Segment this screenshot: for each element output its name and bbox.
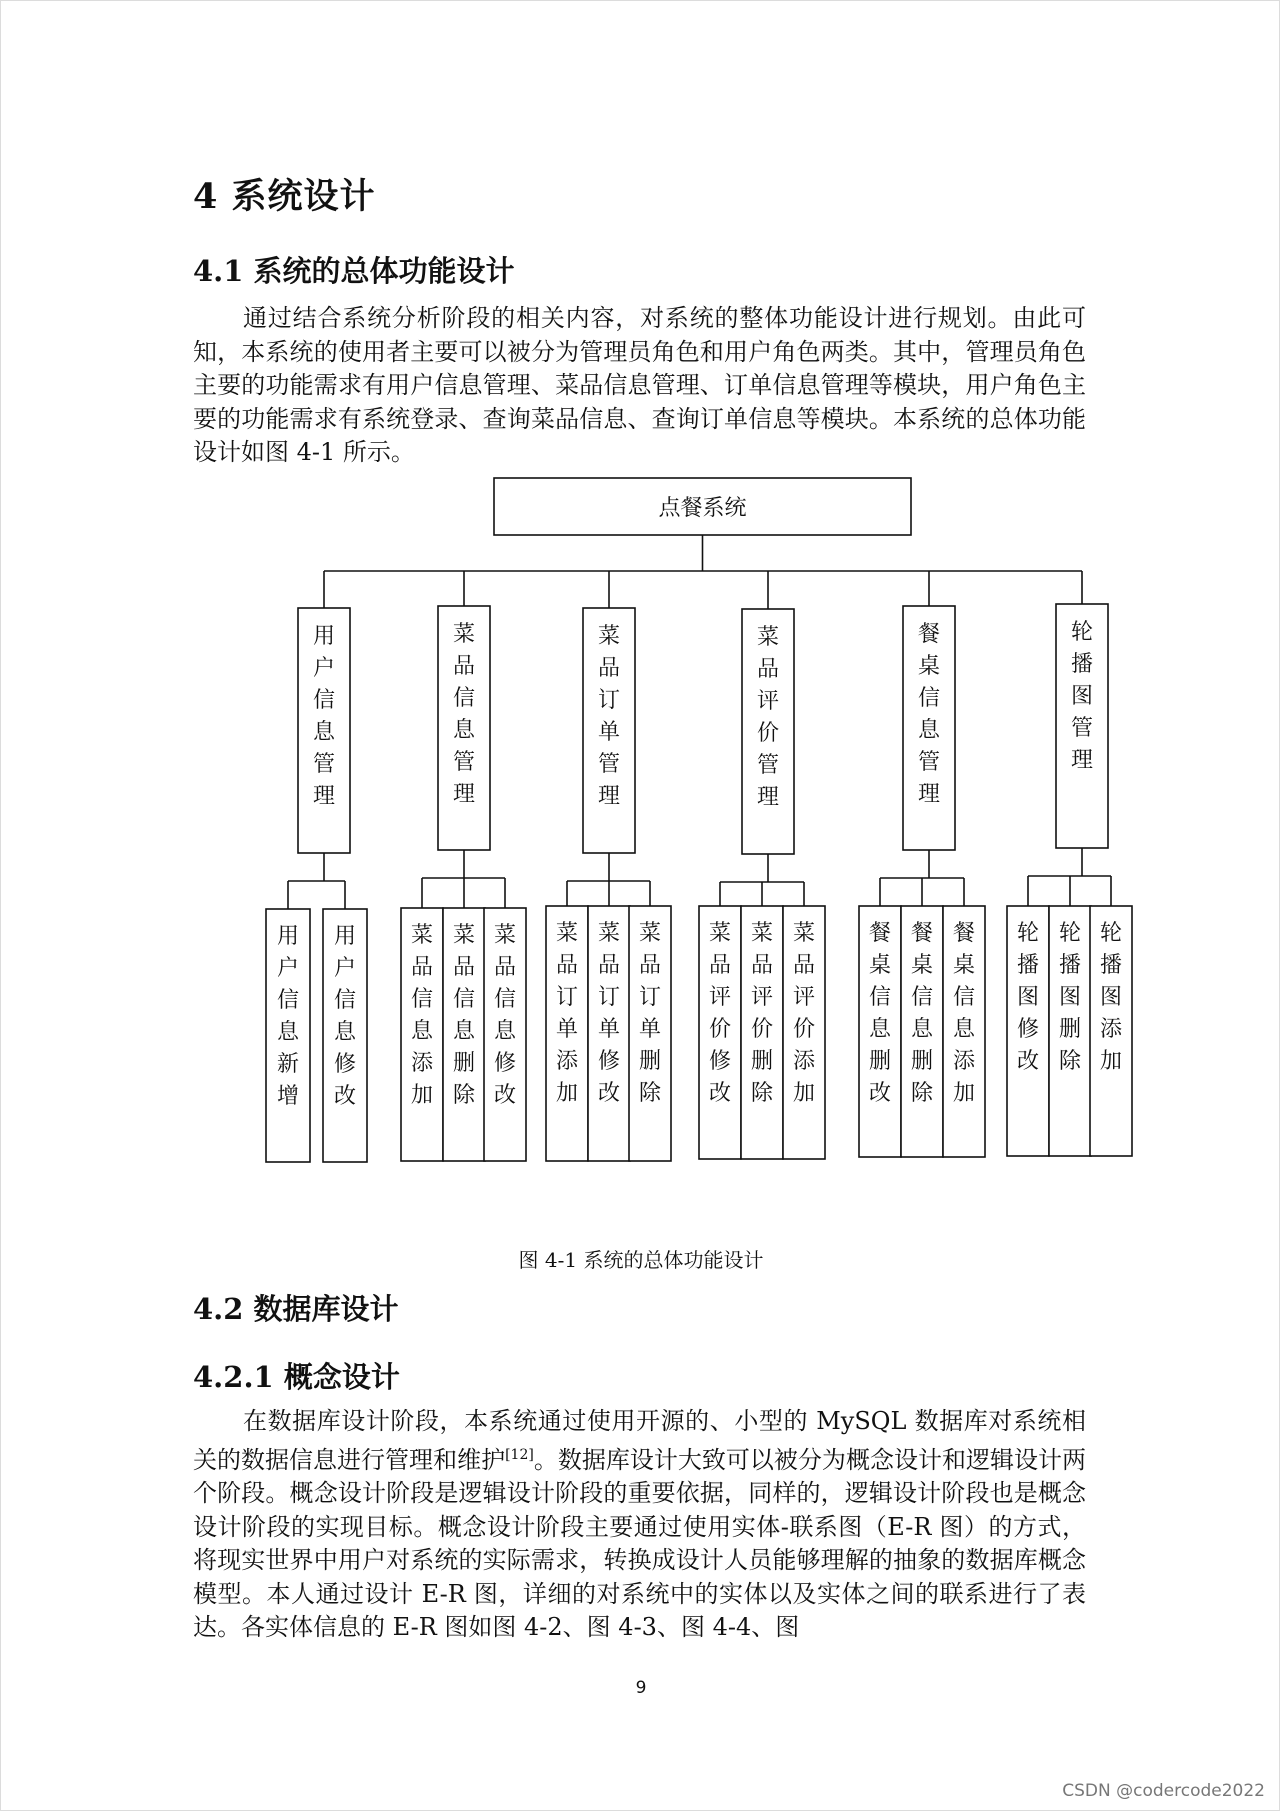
submodule-label-char: 添: [1099, 1017, 1123, 1042]
submodule-label-char: 删: [638, 1049, 662, 1074]
submodule-label-char: 删: [1058, 1017, 1082, 1042]
module-label-char: 理: [597, 784, 621, 809]
citation-ref: [12]: [505, 1446, 534, 1463]
figure-caption: 图 4-1 系统的总体功能设计: [518, 1248, 764, 1272]
submodule-label-char: 改: [708, 1081, 732, 1106]
submodule-label-char: 添: [555, 1049, 579, 1074]
submodule-label-char: 添: [410, 1051, 434, 1076]
module-label-char: 管: [597, 752, 621, 777]
submodule-label-char: 信: [333, 988, 357, 1013]
submodule-label-char: 品: [792, 953, 816, 978]
submodule-label-char: 除: [638, 1081, 662, 1106]
submodule-label-char: 户: [333, 956, 357, 981]
submodule-label-char: 桌: [910, 953, 934, 978]
submodule-label-char: 桌: [952, 953, 976, 978]
submodule-label-char: 菜: [750, 921, 774, 946]
submodule-label-char: 除: [1058, 1049, 1082, 1074]
submodule-label-char: 单: [638, 1017, 662, 1042]
submodule-label-char: 修: [1016, 1017, 1040, 1042]
module-label-char: 餐: [917, 622, 941, 647]
module-label-char: 评: [756, 689, 780, 714]
submodule-label-char: 加: [1099, 1049, 1123, 1074]
submodule-label-char: 价: [708, 1017, 732, 1042]
submodule-label-char: 户: [276, 956, 300, 981]
module-label-char: 轮: [1070, 620, 1094, 645]
submodule-label-char: 信: [493, 987, 517, 1012]
submodule-label-char: 品: [638, 953, 662, 978]
section-4-2-1-paragraph: [193, 1405, 1086, 1645]
submodule-label-char: 菜: [555, 921, 579, 946]
submodule-label-char: 播: [1099, 953, 1123, 978]
module-label-char: 价: [756, 721, 780, 746]
module-label-char: 理: [312, 784, 336, 809]
submodule-label-char: 改: [493, 1083, 517, 1108]
submodule-label-char: 修: [708, 1049, 732, 1074]
submodule-label-char: 用: [333, 924, 357, 949]
submodule-label-char: 餐: [952, 921, 976, 946]
paragraph-text-part-2: 。数据库设计大致可以被分为概念设计和逻辑设计两个阶段。概念设计阶段是逻辑设计阶段的重要依据，同样的，逻辑设计阶段也是概念设计阶段的实现目标。概念设计阶段主要通过使用实体-联系图（E-R 图）的方式，将现实世界中用户对系统的实际需求，转换成设计人员能够理解的抽象的数据库概念模型。本人通过设计 E-R 图，详细的对系统中的实体以及实体之间的联系进行了表达。各实体信息的 E-R 图如图 4-2、图 4-3、图 4-4、图: [193, 1445, 1087, 1641]
submodule-label-char: 用: [276, 924, 300, 949]
submodule-label-char: 评: [750, 985, 774, 1010]
module-label-char: 息: [452, 718, 476, 743]
submodule-label-char: 改: [597, 1081, 621, 1106]
submodule-label-char: 信: [868, 985, 892, 1010]
module-label-char: 订: [597, 688, 621, 713]
module-label-char: 信: [917, 686, 941, 711]
submodule-label-char: 评: [792, 985, 816, 1010]
submodule-label-char: 息: [952, 1017, 976, 1042]
submodule-label-char: 息: [910, 1017, 934, 1042]
module-label-char: 品: [597, 656, 621, 681]
submodule-label-char: 信: [910, 985, 934, 1010]
submodule-label-char: 加: [952, 1081, 976, 1106]
submodule-label-char: 品: [410, 955, 434, 980]
submodule-label-char: 息: [493, 1019, 517, 1044]
submodule-label-char: 菜: [493, 923, 517, 948]
submodule-label-char: 加: [410, 1083, 434, 1108]
submodule-label-char: 菜: [708, 921, 732, 946]
submodule-label-char: 添: [792, 1049, 816, 1074]
submodule-label-char: 订: [555, 985, 579, 1010]
submodule-label-char: 播: [1016, 953, 1040, 978]
submodule-label-char: 价: [792, 1017, 816, 1042]
chapter-title: 4 系统设计: [193, 176, 376, 217]
module-label-char: 品: [756, 657, 780, 682]
submodule-label-char: 品: [597, 953, 621, 978]
submodule-label-char: 删: [452, 1051, 476, 1076]
module-label-char: 管: [312, 752, 336, 777]
submodule-label-char: 添: [952, 1049, 976, 1074]
submodule-label-char: 删: [750, 1049, 774, 1074]
submodule-label-char: 单: [555, 1017, 579, 1042]
submodule-label-char: 息: [868, 1017, 892, 1042]
submodule-label-char: 息: [333, 1020, 357, 1045]
root-label: 点餐系统: [658, 496, 747, 521]
submodule-label-char: 信: [452, 987, 476, 1012]
submodule-label-char: 图: [1016, 985, 1040, 1010]
submodule-label-char: 桌: [868, 953, 892, 978]
page-number: 9: [635, 1678, 647, 1698]
submodule-label-char: 息: [452, 1019, 476, 1044]
submodule-label-char: 订: [597, 985, 621, 1010]
module-label-char: 品: [452, 654, 476, 679]
submodule-label-char: 菜: [638, 921, 662, 946]
module-label-char: 理: [452, 782, 476, 807]
module-label-char: 理: [917, 782, 941, 807]
paragraph-text-part-1: 在数据库设计阶段，本系统通过使用开源的、小型的 MySQL 数据库对系统相关的数据信息进行管理和维护: [193, 1407, 1086, 1474]
module-label-char: 管: [917, 750, 941, 775]
submodule-label-char: 新: [276, 1052, 300, 1077]
section-4-2-title: 4.2 数据库设计: [193, 1292, 399, 1326]
section-4-1-paragraph: 通过结合系统分析阶段的相关内容，对系统的整体功能设计进行规划。由此可知，本系统的使用者主要可以被分为管理员角色和用户角色两类。其中，管理员角色主要的功能需求有用户信息管理、菜品信息管理、订单信息管理等模块，用户角色主要的功能需求有系统登录、查询菜品信息、查询订单信息等模块。本系统的总体功能设计如图 4-1 所示。: [193, 304, 1086, 466]
submodule-label-char: 菜: [597, 921, 621, 946]
submodule-label-char: 信: [952, 985, 976, 1010]
module-label-char: 管: [756, 753, 780, 778]
submodule-label-char: 息: [410, 1019, 434, 1044]
submodule-label-char: 息: [276, 1020, 300, 1045]
watermark: CSDN @codercode2022: [1062, 1781, 1265, 1801]
module-label-char: 单: [597, 720, 621, 745]
submodule-label-char: 图: [1099, 985, 1123, 1010]
submodule-label-char: 删: [868, 1049, 892, 1074]
function-structure-diagram: [1, 1, 1280, 1241]
submodule-label-char: 菜: [792, 921, 816, 946]
submodule-label-char: 除: [910, 1081, 934, 1106]
submodule-label-char: 删: [910, 1049, 934, 1074]
submodule-label-char: 信: [276, 988, 300, 1013]
submodule-label-char: 除: [452, 1083, 476, 1108]
submodule-label-char: 评: [708, 985, 732, 1010]
module-label-char: 桌: [917, 654, 941, 679]
module-label-char: 息: [917, 718, 941, 743]
submodule-label-char: 加: [792, 1081, 816, 1106]
submodule-label-char: 改: [333, 1084, 357, 1109]
submodule-label-char: 改: [868, 1081, 892, 1106]
submodule-label-char: 品: [452, 955, 476, 980]
submodule-label-char: 修: [493, 1051, 517, 1076]
submodule-label-char: 品: [555, 953, 579, 978]
module-label-char: 管: [452, 750, 476, 775]
submodule-label-char: 图: [1058, 985, 1082, 1010]
submodule-label-char: 菜: [452, 923, 476, 948]
module-label-char: 图: [1070, 684, 1094, 709]
module-label-char: 用: [312, 624, 336, 649]
module-label-char: 户: [312, 656, 336, 681]
submodule-label-char: 菜: [410, 923, 434, 948]
section-4-2-1-title: 4.2.1 概念设计: [193, 1360, 400, 1394]
module-label-char: 播: [1070, 652, 1094, 677]
submodule-label-char: 修: [597, 1049, 621, 1074]
module-label-char: 理: [756, 785, 780, 810]
submodule-label-char: 改: [1016, 1049, 1040, 1074]
submodule-label-char: 餐: [910, 921, 934, 946]
submodule-label-char: 轮: [1058, 921, 1082, 946]
submodule-label-char: 单: [597, 1017, 621, 1042]
module-label-char: 理: [1070, 748, 1094, 773]
module-label-char: 信: [312, 688, 336, 713]
submodule-label-char: 信: [410, 987, 434, 1012]
module-label-char: 菜: [756, 625, 780, 650]
module-label-char: 信: [452, 686, 476, 711]
module-label-char: 菜: [597, 624, 621, 649]
submodule-label-char: 品: [708, 953, 732, 978]
submodule-label-char: 增: [276, 1084, 300, 1109]
submodule-label-char: 价: [750, 1017, 774, 1042]
submodule-label-char: 修: [333, 1052, 357, 1077]
section-4-1-title: 4.1 系统的总体功能设计: [193, 254, 515, 288]
submodule-label-char: 轮: [1016, 921, 1040, 946]
module-label-char: 管: [1070, 716, 1094, 741]
submodule-label-char: 餐: [868, 921, 892, 946]
module-label-char: 息: [312, 720, 336, 745]
submodule-label-char: 轮: [1099, 921, 1123, 946]
submodule-label-char: 播: [1058, 953, 1082, 978]
submodule-label-char: 品: [493, 955, 517, 980]
submodule-label-char: 订: [638, 985, 662, 1010]
submodule-label-char: 加: [555, 1081, 579, 1106]
module-label-char: 菜: [452, 622, 476, 647]
submodule-label-char: 品: [750, 953, 774, 978]
submodule-label-char: 除: [750, 1081, 774, 1106]
